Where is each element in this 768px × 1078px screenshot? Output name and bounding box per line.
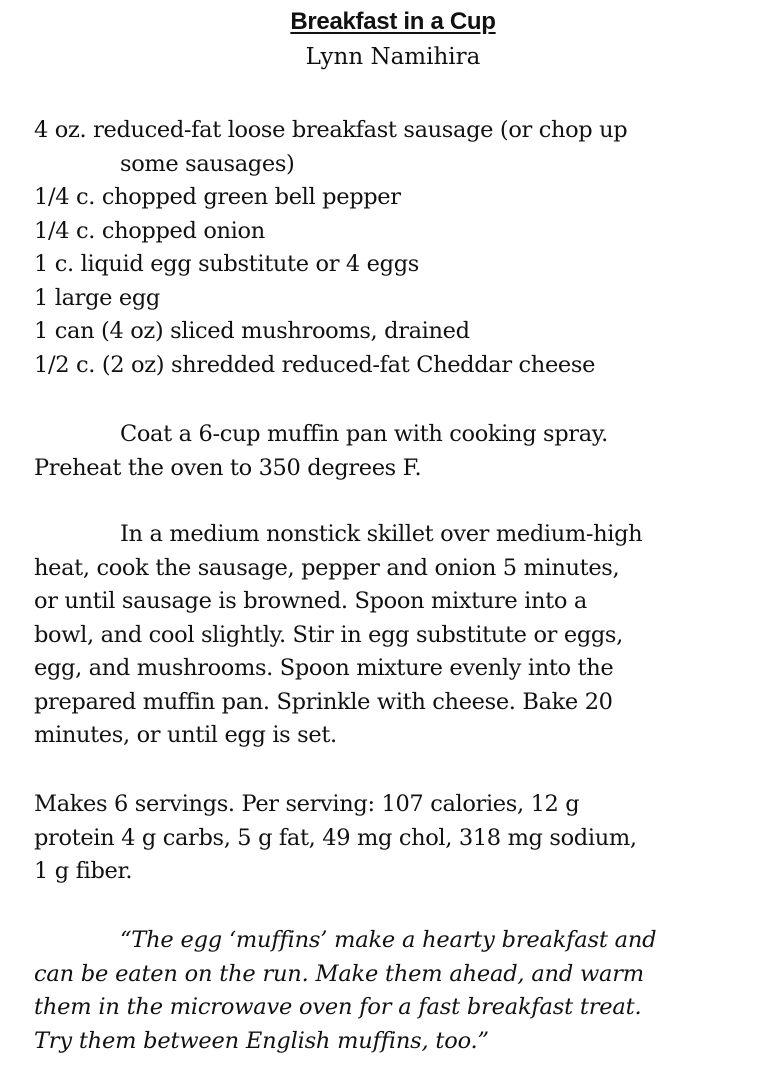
quote-line: can be eaten on the run. Make them ahead, and warm bbox=[34, 960, 644, 987]
instruction-line: minutes, or until egg is set. bbox=[34, 722, 337, 748]
nutrition-info bbox=[34, 788, 754, 889]
instruction-line: Preheat the oven to 350 degrees F. bbox=[34, 454, 422, 481]
ingredient-item: 1 large egg bbox=[34, 284, 160, 311]
quote-line: “The egg ‘muffins’ make a hearty breakfast and bbox=[120, 927, 657, 953]
instruction-step-1 bbox=[34, 418, 754, 485]
ingredient-item: 1 c. liquid egg substitute or 4 eggs bbox=[34, 251, 419, 277]
quote-line: Try them between English muffins, too.” bbox=[34, 1027, 489, 1054]
instruction-line: bowl, and cool slightly. Stir in egg substitute or eggs, bbox=[34, 621, 623, 648]
instruction-line: egg, and mushrooms. Spoon mixture evenly into the bbox=[34, 655, 614, 681]
instruction-line: or until sausage is browned. Spoon mixture into a bbox=[34, 588, 587, 614]
instruction-line: heat, cook the sausage, pepper and onion 5 minutes, bbox=[34, 554, 620, 581]
ingredient-item: 1/4 c. chopped onion bbox=[34, 217, 265, 244]
ingredient-item: 1/2 c. (2 oz) shredded reduced-fat Cheddar cheese bbox=[34, 351, 596, 378]
ingredient-item: 1/4 c. chopped green bell pepper bbox=[34, 184, 401, 210]
quote-line: them in the microwave oven for a fast breakfast treat. bbox=[34, 994, 642, 1020]
recipe-title: Breakfast in a Cup bbox=[290, 8, 496, 35]
ingredient-item: 1 can (4 oz) sliced mushrooms, drained bbox=[34, 318, 470, 344]
ingredient-item: 4 oz. reduced-fat loose breakfast sausage (or chop up bbox=[34, 117, 628, 143]
ingredient-list bbox=[34, 114, 754, 382]
instruction-step-2 bbox=[34, 518, 754, 753]
nutrition-line: Makes 6 servings. Per serving: 107 calories, 12 g bbox=[34, 791, 580, 817]
ingredient-item-continuation: some sausages) bbox=[120, 150, 295, 177]
contributor-quote bbox=[34, 924, 754, 1058]
nutrition-line: protein 4 g carbs, 5 g fat, 49 mg chol, 318 mg sodium, bbox=[34, 824, 637, 851]
instruction-line: In a medium nonstick skillet over medium-high bbox=[120, 521, 643, 547]
instruction-line: Coat a 6-cup muffin pan with cooking spray. bbox=[120, 421, 608, 447]
nutrition-line: 1 g fiber. bbox=[34, 858, 133, 884]
recipe-author: Lynn Namihira bbox=[305, 44, 481, 70]
instruction-line: prepared muffin pan. Sprinkle with cheese. Bake 20 bbox=[34, 688, 613, 715]
